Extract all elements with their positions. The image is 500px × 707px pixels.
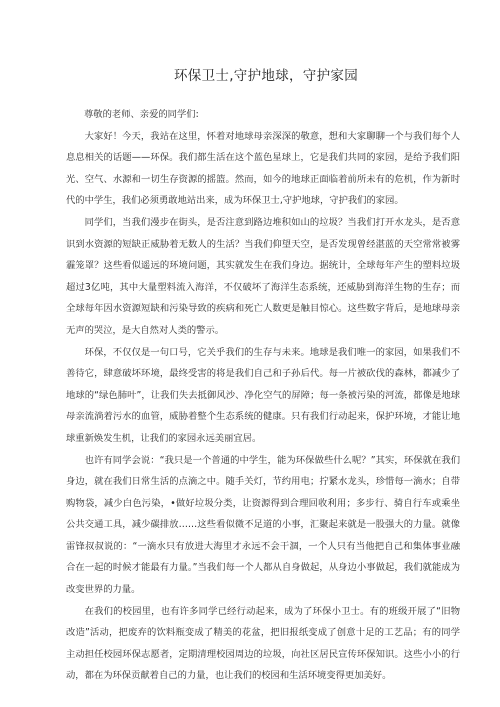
paragraph-5: 在我们的校园里，也有许多同学已经行动起来，成为了环保小卫士。有的班级开展了“旧物改造”活动，把废弃的饮料瓶变成了精美的花盆，把旧报纸变成了创意十足的工艺品；有的同学主动担任校园环保志愿者，定期清理校园周边的垃圾，向社区居民宣传环保知识。这些小小的行动，都在为环保贡献着自己的力量，也让我们的校园和生活环境变得更加美好。 bbox=[66, 605, 460, 682]
paragraph-4: 也许有同学会说：“我只是一个普通的中学生，能为环保做些什么呢？”其实，环保就在我们身边，就在我们日常生活的点滴之中。随手关灯，节约用电；拧紧水龙头，珍惜每一滴水；自带购物袋，减少白色污染，•做好垃圾分类，让资源得到合理回收利用；多步行、骑自行车或乘坐公共交通工具，减少碳排放……这些看似微不足道的小事，汇聚起来就是一股强大的力量。就像雷锋叔叔说的：“一滴水只有放进大海里才永远不会干涸，一个人只有当他把自己和集体事业融合在一起的时候才能最有力量。”当我们每一个人都从自身做起，从身边小事做起，我们就能成为改变世界的力量。 bbox=[66, 454, 460, 596]
salutation: 尊敬的老师、亲爱的同学们: bbox=[84, 109, 199, 120]
paragraph-1: 大家好！今天，我站在这里，怀着对地球母亲深深的敬意，想和大家聊聊一个与我们每个人息息相关的话题——环保。我们都生活在这个蓝色星球上，它是我们共同的家园，是给予我们阳光、空气、水源和一切生存资源的摇篮。然而，如今的地球正面临着前所未有的危机，作为新时代的中学生，我们必须勇敢地站出来，成为环保卫士,守护地球，守护我们的家园。 bbox=[66, 130, 460, 207]
paragraph-3: 环保，不仅仅是一句口号，它关乎我们的生存与未来。地球是我们唯一的家园，如果我们不善待它，肆意破坏环境，最终受害的将是我们自己和子孙后代。每一片被砍伐的森林，都减少了地球的“绿色肺叶”，让我们失去抵御风沙、净化空气的屏障；每一条被污染的河流，都像是地球母亲流淌着污水的血管，威胁着整个生态系统的健康。只有我们行动起来，保护环境，才能让地球重新焕发生机，让我们的家园永远美丽宜居。 bbox=[66, 346, 460, 444]
paragraph-2: 同学们，当我们漫步在街头，是否注意到路边堆积如山的垃圾？当我们打开水龙头，是否意识到水资源的短缺正威胁着无数人的生活？当我们仰望天空，是否发现曾经湛蓝的天空常常被雾霾笼罩？这些看似遥远的环境问题，其实就发生在我们身边。据统计，全球每年产生的塑料垃圾超过3亿吨，其中大量塑料流入海洋，不仅破坏了海洋生态系统，还威胁到海洋生物的生存；而全球每年因水资源短缺和污染导致的疾病和死亡人数更是触目惊心。这些数字背后，是地球母亲无声的哭泣，是大自然对人类的警示。 bbox=[66, 216, 460, 336]
document-title: 环保卫士,守护地球，守护家园 bbox=[174, 68, 358, 84]
